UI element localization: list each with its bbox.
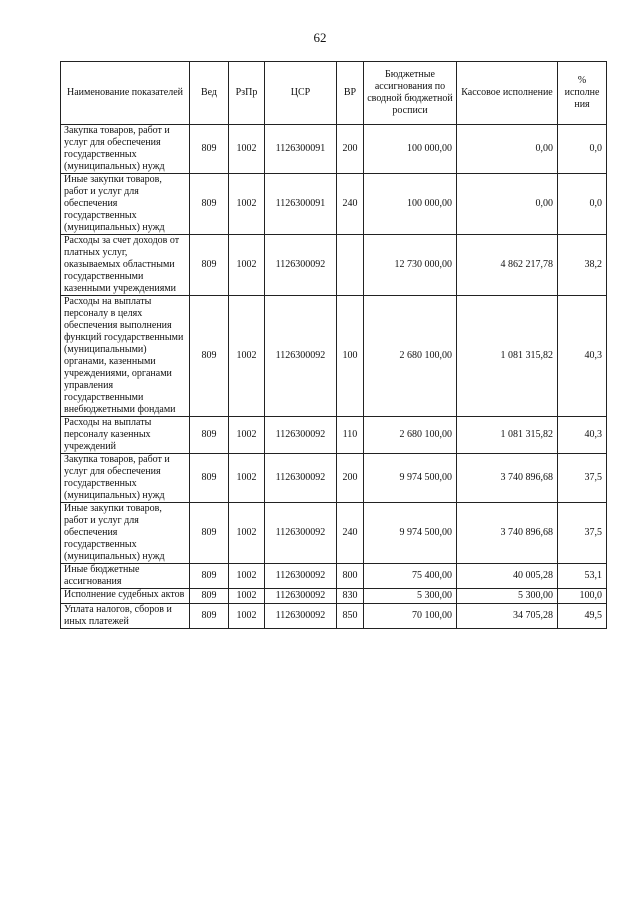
- cell-vr: 240: [337, 174, 364, 235]
- cell-ved: 809: [190, 296, 229, 417]
- cell-ved: 809: [190, 235, 229, 296]
- table-body: [61, 125, 607, 629]
- table-row: [61, 417, 607, 454]
- cell-cash: 5 300,00: [457, 589, 558, 604]
- cell-vr: 830: [337, 589, 364, 604]
- cell-vr: 800: [337, 564, 364, 589]
- table-row: [61, 604, 607, 629]
- cell-rzpr: 1002: [229, 454, 265, 503]
- cell-cash: 1 081 315,82: [457, 296, 558, 417]
- cell-name: Расходы за счет доходов от платных услуг, оказываемых областными государственными казенными учреждениями: [61, 235, 190, 296]
- header-ved: Вед: [190, 62, 229, 125]
- cell-ved: 809: [190, 174, 229, 235]
- cell-allocations: 9 974 500,00: [364, 503, 457, 564]
- cell-name: Исполнение судебных актов: [61, 589, 190, 604]
- cell-ved: 809: [190, 564, 229, 589]
- cell-csr: 1126300092: [265, 417, 337, 454]
- cell-cash: 0,00: [457, 174, 558, 235]
- table-row: [61, 125, 607, 174]
- cell-vr: 110: [337, 417, 364, 454]
- cell-vr: 200: [337, 454, 364, 503]
- cell-percent: 37,5: [558, 503, 607, 564]
- cell-ved: 809: [190, 417, 229, 454]
- header-cash: Кассовое исполнение: [457, 62, 558, 125]
- cell-cash: 3 740 896,68: [457, 503, 558, 564]
- cell-allocations: 2 680 100,00: [364, 417, 457, 454]
- table-row: [61, 589, 607, 604]
- header-vr: ВР: [337, 62, 364, 125]
- cell-percent: 37,5: [558, 454, 607, 503]
- cell-name: Иные бюджетные ассигнования: [61, 564, 190, 589]
- header-allocations: Бюджетные ассигнования по сводной бюджетной росписи: [364, 62, 457, 125]
- cell-ved: 809: [190, 125, 229, 174]
- table-row: [61, 235, 607, 296]
- budget-table: [60, 61, 607, 629]
- table-header-row: [61, 62, 607, 125]
- header-csr: ЦСР: [265, 62, 337, 125]
- cell-csr: 1126300091: [265, 174, 337, 235]
- cell-cash: 40 005,28: [457, 564, 558, 589]
- header-name: Наименование показателей: [61, 62, 190, 125]
- cell-name: Закупка товаров, работ и услуг для обеспечения государственных (муниципальных) нужд: [61, 125, 190, 174]
- cell-name: Иные закупки товаров, работ и услуг для обеспечения государственных (муниципальных) нужд: [61, 174, 190, 235]
- cell-rzpr: 1002: [229, 417, 265, 454]
- cell-allocations: 2 680 100,00: [364, 296, 457, 417]
- cell-rzpr: 1002: [229, 604, 265, 629]
- cell-rzpr: 1002: [229, 503, 265, 564]
- cell-csr: 1126300092: [265, 296, 337, 417]
- cell-allocations: 12 730 000,00: [364, 235, 457, 296]
- cell-csr: 1126300092: [265, 604, 337, 629]
- cell-csr: 1126300092: [265, 454, 337, 503]
- cell-name: Иные закупки товаров, работ и услуг для обеспечения государственных (муниципальных) нужд: [61, 503, 190, 564]
- cell-vr: 100: [337, 296, 364, 417]
- cell-cash: 3 740 896,68: [457, 454, 558, 503]
- cell-cash: 1 081 315,82: [457, 417, 558, 454]
- table-row: [61, 564, 607, 589]
- cell-vr: 240: [337, 503, 364, 564]
- cell-allocations: 9 974 500,00: [364, 454, 457, 503]
- header-percent: % исполне ния: [558, 62, 607, 125]
- table-row: [61, 296, 607, 417]
- cell-cash: 4 862 217,78: [457, 235, 558, 296]
- table-row: [61, 174, 607, 235]
- cell-rzpr: 1002: [229, 174, 265, 235]
- cell-percent: 0,0: [558, 125, 607, 174]
- cell-percent: 38,2: [558, 235, 607, 296]
- cell-csr: 1126300091: [265, 125, 337, 174]
- cell-ved: 809: [190, 503, 229, 564]
- cell-percent: 0,0: [558, 174, 607, 235]
- cell-csr: 1126300092: [265, 564, 337, 589]
- cell-name: Расходы на выплаты персоналу в целях обеспечения выполнения функций государственными (муниципальными) органами, казенными учреждениями, органами управления государственными внебюджетными фондами: [61, 296, 190, 417]
- cell-name: Расходы на выплаты персоналу казенных учреждений: [61, 417, 190, 454]
- cell-percent: 49,5: [558, 604, 607, 629]
- cell-rzpr: 1002: [229, 125, 265, 174]
- cell-csr: 1126300092: [265, 235, 337, 296]
- cell-name: Уплата налогов, сборов и иных платежей: [61, 604, 190, 629]
- table-row: [61, 503, 607, 564]
- cell-rzpr: 1002: [229, 235, 265, 296]
- cell-name: Закупка товаров, работ и услуг для обеспечения государственных (муниципальных) нужд: [61, 454, 190, 503]
- cell-rzpr: 1002: [229, 564, 265, 589]
- cell-percent: 100,0: [558, 589, 607, 604]
- cell-ved: 809: [190, 589, 229, 604]
- cell-percent: 40,3: [558, 296, 607, 417]
- cell-vr: 850: [337, 604, 364, 629]
- cell-ved: 809: [190, 604, 229, 629]
- cell-allocations: 5 300,00: [364, 589, 457, 604]
- cell-csr: 1126300092: [265, 503, 337, 564]
- cell-vr: 200: [337, 125, 364, 174]
- header-rzpr: РзПр: [229, 62, 265, 125]
- cell-csr: 1126300092: [265, 589, 337, 604]
- cell-allocations: 75 400,00: [364, 564, 457, 589]
- cell-percent: 53,1: [558, 564, 607, 589]
- cell-cash: 0,00: [457, 125, 558, 174]
- cell-vr: [337, 235, 364, 296]
- cell-allocations: 70 100,00: [364, 604, 457, 629]
- cell-allocations: 100 000,00: [364, 174, 457, 235]
- cell-percent: 40,3: [558, 417, 607, 454]
- cell-ved: 809: [190, 454, 229, 503]
- table-row: [61, 454, 607, 503]
- cell-rzpr: 1002: [229, 296, 265, 417]
- cell-cash: 34 705,28: [457, 604, 558, 629]
- cell-allocations: 100 000,00: [364, 125, 457, 174]
- cell-rzpr: 1002: [229, 589, 265, 604]
- page-number: 62: [313, 30, 327, 45]
